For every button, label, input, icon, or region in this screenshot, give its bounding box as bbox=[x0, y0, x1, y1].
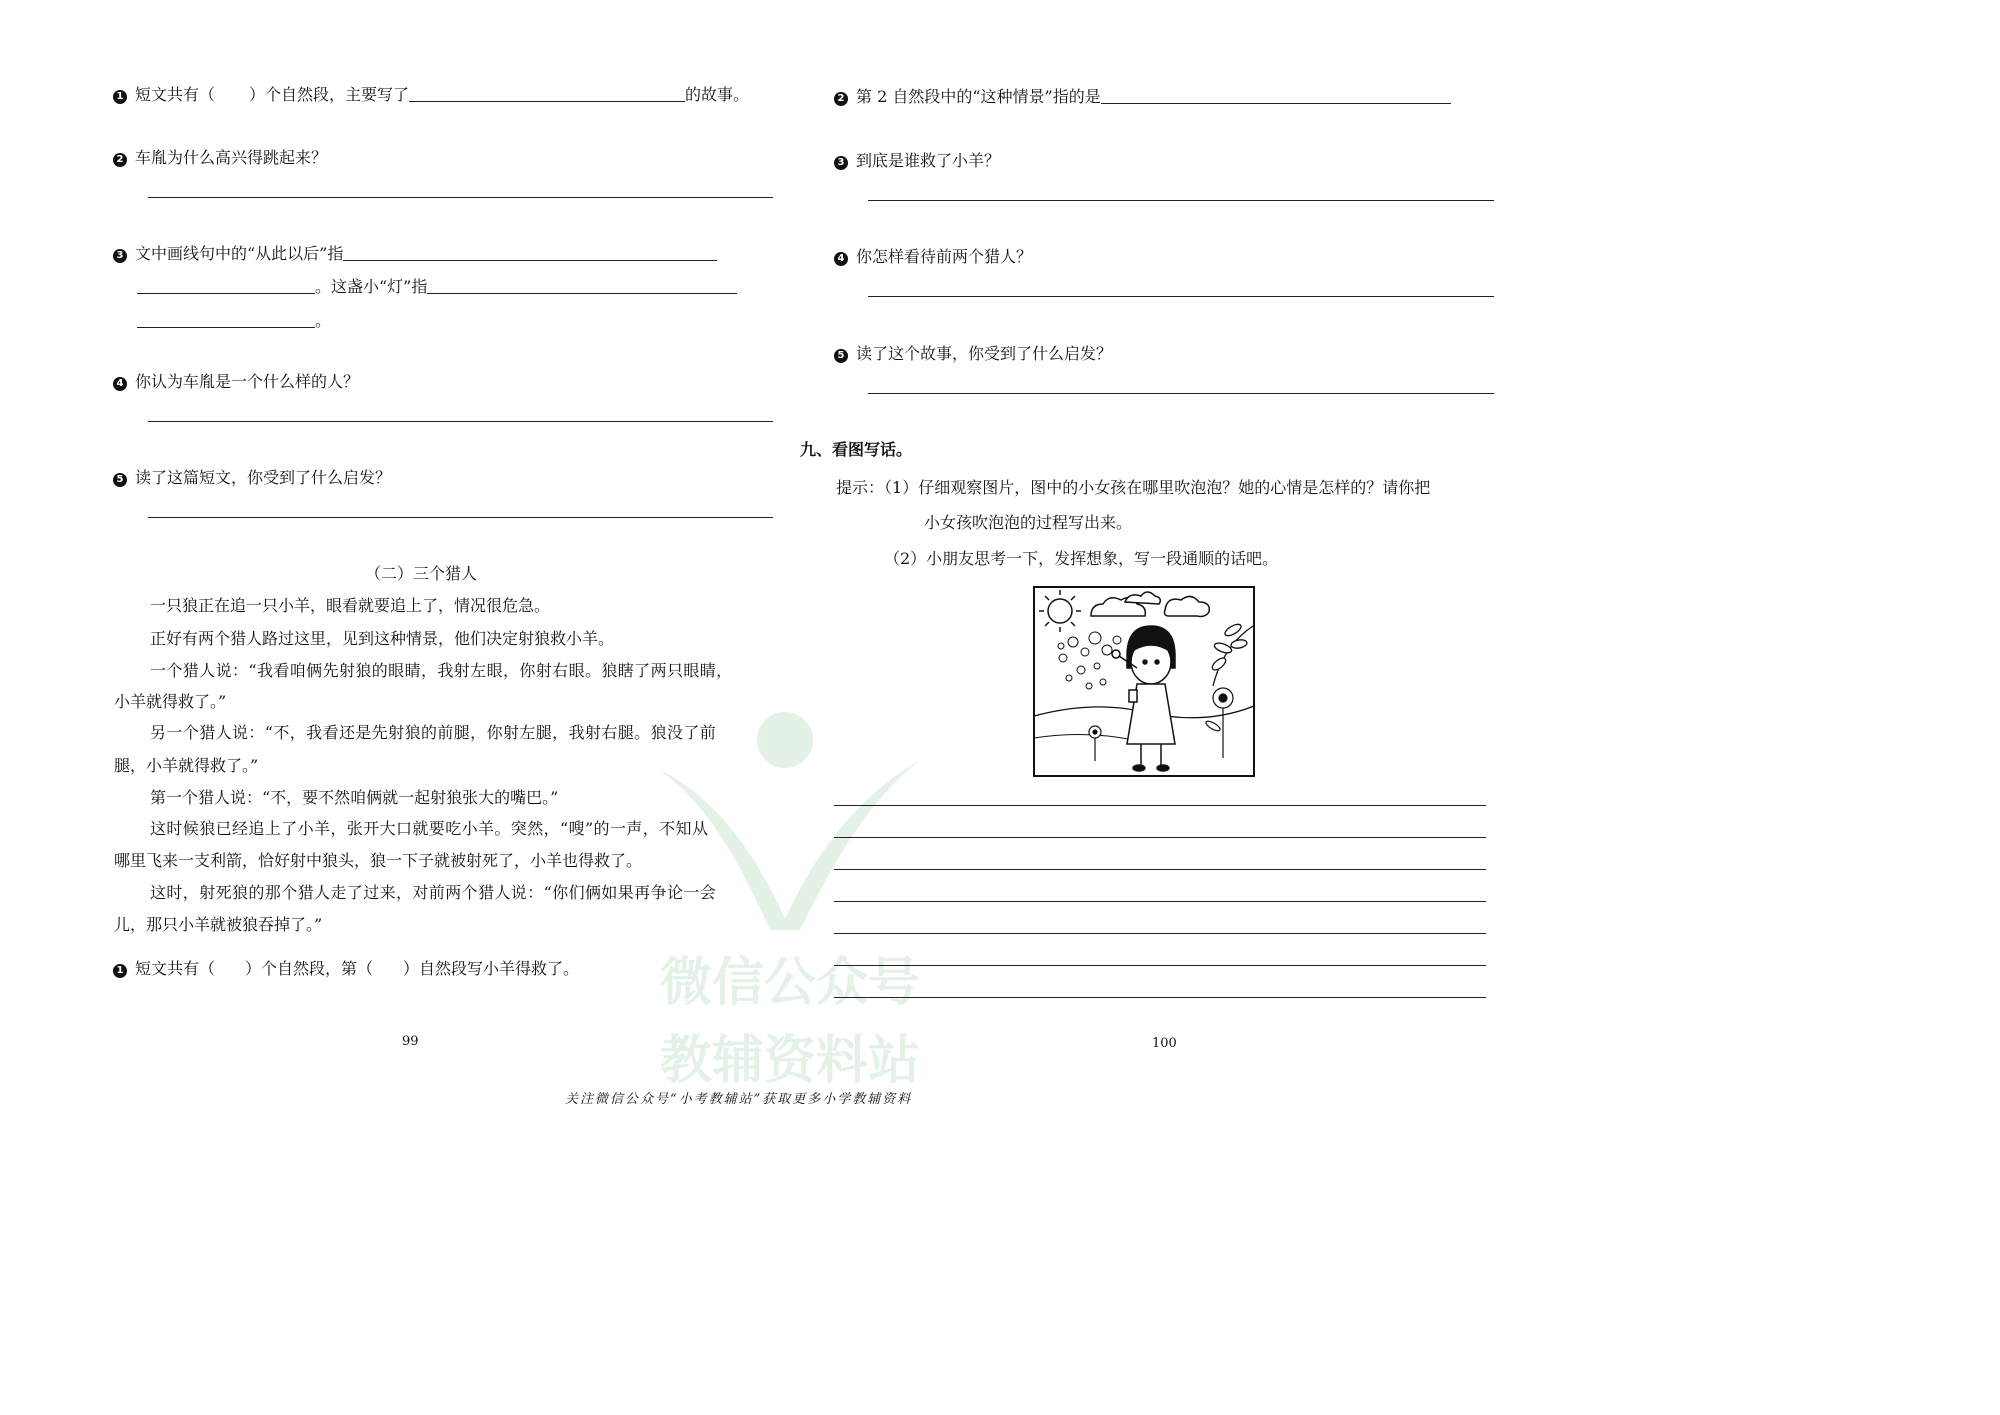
hint-label: 提示： bbox=[836, 478, 885, 497]
writing-line[interactable] bbox=[834, 997, 1486, 998]
answer-blank[interactable] bbox=[137, 313, 315, 328]
answer-line[interactable] bbox=[868, 296, 1494, 297]
right-question-1 bbox=[834, 86, 1451, 108]
question-number: 2 bbox=[834, 92, 848, 106]
left-question-6 bbox=[113, 958, 579, 980]
question-text: 到底是谁救了小羊？ bbox=[856, 151, 1001, 170]
story-line: 一只狼正在追一只小羊，眼看就要追上了，情况很危急。 bbox=[150, 596, 551, 615]
question-text: ）个自然段，第（ bbox=[245, 959, 374, 978]
page-number-right: 100 bbox=[1152, 1036, 1177, 1051]
question-text: ）个自然段，主要写了 bbox=[249, 85, 410, 104]
hint-line-2: 小女孩吹泡泡的过程写出来。 bbox=[924, 513, 1133, 532]
question-text: 车胤为什么高兴得跳起来？ bbox=[135, 148, 328, 167]
question-text: ）自然段写小羊得救了。 bbox=[403, 959, 580, 978]
writing-line[interactable] bbox=[834, 965, 1486, 966]
left-question-3 bbox=[113, 243, 717, 265]
watermark-bottom-text: 教辅资料站 bbox=[659, 1031, 921, 1091]
question-number: 1 bbox=[113, 964, 127, 978]
hint-line-1 bbox=[836, 477, 1430, 499]
answer-blank[interactable] bbox=[1101, 89, 1451, 104]
question-text: 文中画线句中的“从此以后”指 bbox=[135, 244, 344, 263]
section-heading: 九、看图写话。 bbox=[800, 440, 913, 459]
footer-note: 关注微信公众号“小考教辅站”获取更多小学教辅资料 bbox=[565, 1092, 913, 1107]
story-line: 这时，射死狼的那个猎人走了过来，对前两个猎人说：“你们俩如果再争论一会 bbox=[150, 883, 717, 902]
story-line: 儿，那只小羊就被狼吞掉了。” bbox=[114, 915, 323, 934]
story-line: 这时候狼已经追上了小羊，张开大口就要吃小羊。突然，“嗖”的一声，不知从 bbox=[150, 819, 709, 838]
question-text: 你怎样看待前两个猎人？ bbox=[856, 247, 1033, 266]
question-number: 3 bbox=[113, 249, 127, 263]
right-question-4 bbox=[834, 343, 1112, 365]
answer-blank[interactable] bbox=[409, 87, 685, 102]
question-number: 2 bbox=[113, 153, 127, 167]
answer-line[interactable] bbox=[148, 421, 773, 422]
writing-line[interactable] bbox=[834, 837, 1486, 838]
left-question-2 bbox=[113, 147, 327, 169]
answer-blank[interactable] bbox=[427, 279, 737, 294]
answer-line[interactable] bbox=[868, 200, 1494, 201]
story-line: 小羊就得救了。” bbox=[114, 692, 227, 711]
answer-blank[interactable] bbox=[137, 279, 315, 294]
answer-line[interactable] bbox=[148, 517, 773, 518]
answer-blank[interactable] bbox=[343, 246, 717, 261]
question-text: 读了这篇短文，你受到了什么启发？ bbox=[135, 468, 392, 487]
story-line: 第一个猎人说：“不，要不然咱俩就一起射狼张大的嘴巴。” bbox=[150, 788, 559, 807]
story-title: （二）三个猎人 bbox=[365, 564, 478, 583]
left-question-3-line-3 bbox=[137, 310, 331, 332]
left-question-4 bbox=[113, 371, 359, 393]
question-text: 短文共有（ bbox=[135, 959, 216, 978]
watermark-top-text: 微信公众号 bbox=[659, 953, 921, 1013]
writing-line[interactable] bbox=[834, 869, 1486, 870]
question-text: 读了这个故事，你受到了什么启发？ bbox=[856, 344, 1113, 363]
question-number: 4 bbox=[834, 252, 848, 266]
question-text: 。 bbox=[315, 311, 332, 330]
right-question-3 bbox=[834, 246, 1032, 268]
question-text: 短文共有（ bbox=[135, 85, 216, 104]
question-text: 你认为车胤是一个什么样的人？ bbox=[135, 372, 360, 391]
question-number: 4 bbox=[113, 377, 127, 391]
story-line: 另一个猎人说：“不，我看还是先射狼的前腿，你射左腿，我射右腿。狼没了前 bbox=[150, 723, 717, 742]
picture-girl-blowing-bubbles bbox=[1033, 586, 1255, 777]
question-text: 。这盏小“灯”指 bbox=[315, 277, 428, 296]
right-question-2 bbox=[834, 150, 1000, 172]
question-text: 第 2 自然段中的“这种情景”指的是 bbox=[856, 87, 1101, 106]
question-number: 3 bbox=[834, 156, 848, 170]
story-line: 哪里飞来一支利箭，恰好射中狼头，狼一下子就被射死了，小羊也得救了。 bbox=[114, 851, 643, 870]
hint-text: （1）仔细观察图片，图中的小女孩在哪里吹泡泡？她的心情是怎样的？请你把 bbox=[884, 478, 1431, 497]
story-line: 腿，小羊就得救了。” bbox=[114, 756, 259, 775]
question-number: 5 bbox=[834, 349, 848, 363]
answer-line[interactable] bbox=[148, 197, 773, 198]
question-number: 1 bbox=[113, 90, 127, 104]
hint-line-3: （2）小朋友思考一下，发挥想象，写一段通顺的话吧。 bbox=[884, 549, 1279, 568]
answer-line[interactable] bbox=[868, 393, 1494, 394]
left-question-1 bbox=[113, 84, 749, 106]
page-number-left: 99 bbox=[402, 1034, 419, 1049]
left-question-5 bbox=[113, 467, 391, 489]
story-line: 一个猎人说：“我看咱俩先射狼的眼睛，我射左眼，你射右眼。狼瞎了两只眼睛， bbox=[150, 661, 733, 680]
question-number: 5 bbox=[113, 473, 127, 487]
story-line: 正好有两个猎人路过这里，见到这种情景，他们决定射狼救小羊。 bbox=[150, 629, 615, 648]
left-question-3-line-2 bbox=[137, 276, 737, 298]
question-text: 的故事。 bbox=[685, 85, 750, 104]
writing-line[interactable] bbox=[834, 933, 1486, 934]
writing-line[interactable] bbox=[834, 901, 1486, 902]
writing-line[interactable] bbox=[834, 805, 1486, 806]
